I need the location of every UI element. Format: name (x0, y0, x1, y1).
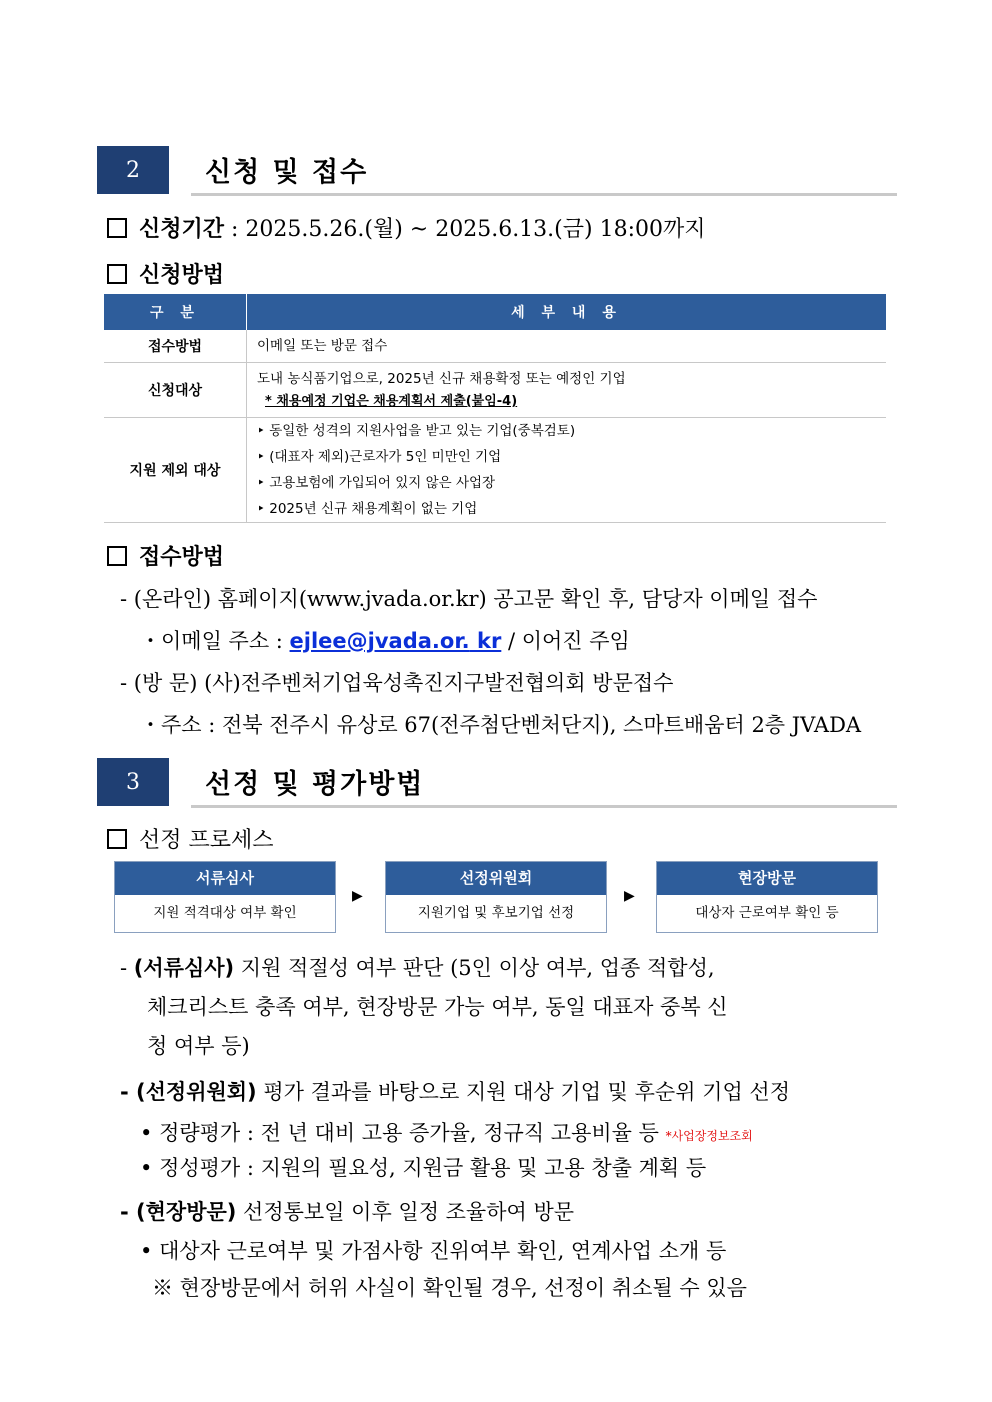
table-row (104, 363, 886, 418)
section-title: 신청 및 접수 (205, 157, 369, 188)
process-label: 선정 프로세스 (139, 828, 274, 853)
row-label: 접수방법 (104, 330, 247, 363)
email-link[interactable]: ejlee@jvada.or. (289, 629, 470, 653)
table-header: 세 부 내 용 (247, 294, 887, 330)
row-content (247, 418, 887, 523)
row-label: 신청대상 (104, 363, 247, 418)
row-line: 도내 농식품기업으로, 2025년 신규 채용확정 또는 예정인 기업 (257, 371, 626, 387)
step-title: 선정위원회 (386, 862, 606, 895)
step-desc: 지원기업 및 후보기업 선정 (417, 905, 575, 921)
row-note: * 채용예정 기업은 채용계획서 제출(붙임-4) (265, 394, 518, 409)
method-label: 신청방법 (139, 263, 225, 288)
period-value: : 2025.5.26.(월) ~ 2025.6.13.(금) 18:00까지 (224, 217, 706, 242)
receipt-address: ・주소 : 전북 전주시 유상로 67(전주첨단벤처단지), 스마트배움터 2층 JVADA (140, 713, 862, 737)
email-prefix: ・이메일 주소 : (140, 629, 290, 653)
section-number: 3 (97, 758, 169, 806)
visit-bullet: • 대상자 근로여부 및 가점사항 진위여부 확인, 연계사업 소개 등 (140, 1239, 727, 1263)
step-desc: 지원 적격대상 여부 확인 (153, 905, 297, 921)
committee-text: 평가 결과를 바탕으로 지원 대상 기업 및 후순위 기업 선정 (256, 1080, 790, 1104)
receipt-online: - (온라인) 홈페이지(www.jvada.or.kr) 공고문 확인 후, 담당자 이메일 접수 (120, 587, 818, 611)
arrow-right-icon: ▶ (352, 888, 363, 904)
section-title: 선정 및 평가방법 (205, 769, 425, 800)
email-suffix: / 이어진 주임 (501, 629, 630, 653)
visit-notice: ※ 현장방문에서 허위 사실이 확인될 경우, 선정이 취소될 수 있음 (152, 1276, 747, 1300)
row-label: 지원 제외 대상 (104, 418, 247, 523)
row-line: ‣ 고용보험에 가입되어 있지 않은 사업장 (257, 475, 496, 491)
committee-bullet: • 정량평가 : 전 년 대비 고용 증가율, 정규직 고용비율 등 *사업장정보조회 (140, 1121, 753, 1145)
step-title: 서류심사 (115, 862, 335, 895)
section-2-header (97, 146, 897, 196)
receipt-visit: - (방 문) (사)전주벤처기업육성촉진지구발전협의회 방문접수 (120, 671, 674, 695)
committee-label: (선정위원회) (136, 1080, 257, 1104)
table-row (104, 418, 886, 523)
committee-line: - (선정위원회) 평가 결과를 바탕으로 지원 대상 기업 및 후순위 기업 선정 (120, 1080, 790, 1104)
bullet-text: 정성평가 : 지원의 필요성, 지원금 활용 및 고용 창출 계획 등 (159, 1156, 707, 1180)
period-label: 신청기간 (139, 217, 225, 242)
process-step (656, 861, 878, 933)
process-item (107, 823, 274, 854)
email-link-tail[interactable]: kr (469, 629, 502, 653)
row-line: ‣ 동일한 성격의 지원사업을 받고 있는 기업(중복검토) (257, 423, 576, 439)
method-item (107, 258, 224, 289)
row-content (247, 363, 887, 418)
step-desc: 대상자 근로여부 확인 등 (695, 905, 839, 921)
checkbox-square-icon (107, 218, 127, 238)
doc-review-text: 지원 적절성 여부 판단 (5인 이상 여부, 업종 적합성, (234, 956, 715, 980)
process-step (385, 861, 607, 933)
checkbox-square-icon (107, 264, 127, 284)
checkbox-square-icon (107, 829, 127, 849)
row-line: ‣ (대표자 제외)근로자가 5인 미만인 기업 (257, 449, 502, 465)
receipt-email (140, 625, 630, 655)
doc-review-label: (서류심사) (133, 956, 235, 980)
step-title: 현장방문 (657, 862, 877, 895)
divider (191, 193, 897, 196)
red-note: *사업장정보조회 (665, 1129, 753, 1143)
visit-text: 선정통보일 이후 일정 조율하여 방문 (236, 1200, 575, 1224)
committee-bullet: • 정성평가 : 지원의 필요성, 지원금 활용 및 고용 창출 계획 등 (140, 1156, 707, 1180)
section-3-header (97, 758, 897, 808)
table-header: 구 분 (104, 294, 247, 330)
bullet-text: 정량평가 : 전 년 대비 고용 증가율, 정규직 고용비율 등 (159, 1121, 659, 1145)
doc-review-line3: 청 여부 등) (147, 1034, 250, 1058)
row-line: ‣ 2025년 신규 채용계획이 없는 기업 (257, 501, 478, 517)
section-number: 2 (97, 146, 169, 194)
doc-review-line1: - (서류심사) 지원 적절성 여부 판단 (5인 이상 여부, 업종 적합성, (120, 956, 715, 980)
bullet-text: 대상자 근로여부 및 가점사항 진위여부 확인, 연계사업 소개 등 (159, 1239, 727, 1263)
row-line: 이메일 또는 방문 접수 (257, 338, 388, 354)
application-table (104, 294, 886, 523)
table-row (104, 330, 886, 363)
checkbox-square-icon (107, 546, 127, 566)
receipt-label: 접수방법 (139, 545, 225, 570)
visit-line: - (현장방문) 선정통보일 이후 일정 조율하여 방문 (120, 1200, 575, 1224)
row-content (247, 330, 887, 363)
process-step (114, 861, 336, 933)
divider (191, 805, 897, 808)
doc-review-line2: 체크리스트 충족 여부, 현장방문 가능 여부, 동일 대표자 중복 신 (147, 995, 728, 1019)
arrow-right-icon: ▶ (624, 888, 635, 904)
table-header-row (104, 294, 886, 330)
receipt-item (107, 540, 224, 571)
visit-label: (현장방문) (136, 1200, 237, 1224)
period-item (107, 212, 706, 243)
